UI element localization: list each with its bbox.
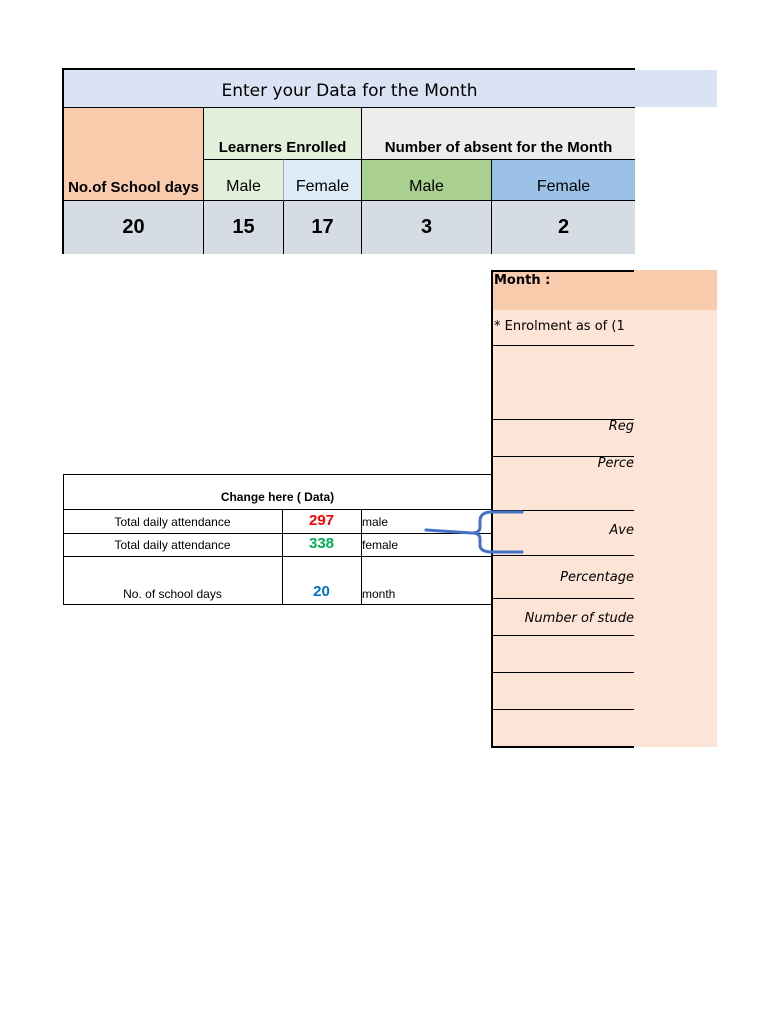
entry-banner-title: Enter your Data for the Month [64, 70, 635, 108]
panel-divider [493, 709, 634, 710]
panel-row-label: Reg [608, 419, 634, 434]
brace-connector [420, 505, 530, 560]
absent-header: Number of absent for the Month [362, 108, 635, 159]
panel-divider [493, 672, 634, 673]
data-entry-table [62, 68, 635, 254]
month-label: Month : [494, 273, 551, 288]
panel-divider [493, 345, 634, 346]
learners-enrolled-header: Learners Enrolled [204, 108, 362, 159]
enrolment-label: * Enrolment as of (1 [494, 319, 625, 334]
male-unit-label: male [362, 515, 389, 529]
female-attendance-value[interactable]: 338 [308, 535, 335, 552]
male-attendance-value[interactable]: 297 [308, 512, 335, 529]
female-unit-label: female [362, 538, 399, 552]
panel-divider [493, 635, 634, 636]
panel-row-label: Ave [609, 523, 634, 538]
enrolled-male-header: Male [204, 159, 284, 201]
enrolled-female-header: Female [284, 159, 362, 201]
absent-female-header: Female [492, 159, 635, 201]
enrolled-female-value[interactable]: 17 [284, 201, 362, 254]
enrolled-male-value[interactable]: 15 [204, 201, 284, 254]
panel-row-label: Number of stude [524, 611, 634, 626]
school-days-value[interactable]: 20 [64, 201, 204, 254]
male-attendance-label: Total daily attendance [114, 515, 231, 529]
panel-row-label: Percentage [560, 570, 634, 585]
female-attendance-label: Total daily attendance [114, 538, 231, 552]
absent-male-header: Male [362, 159, 492, 201]
absent-male-value[interactable]: 3 [362, 201, 492, 254]
change-table-title: Change here ( Data) [220, 490, 335, 504]
school-days-label: No. of school days [123, 587, 222, 601]
panel-divider [493, 598, 634, 599]
panel-row-label: Perce [597, 456, 634, 471]
banner-extension [634, 70, 717, 107]
month-unit-label: month [362, 587, 396, 601]
school-days-input-value[interactable]: 20 [313, 583, 330, 600]
school-days-header: No.of School days [64, 108, 204, 201]
absent-female-value[interactable]: 2 [492, 201, 635, 254]
